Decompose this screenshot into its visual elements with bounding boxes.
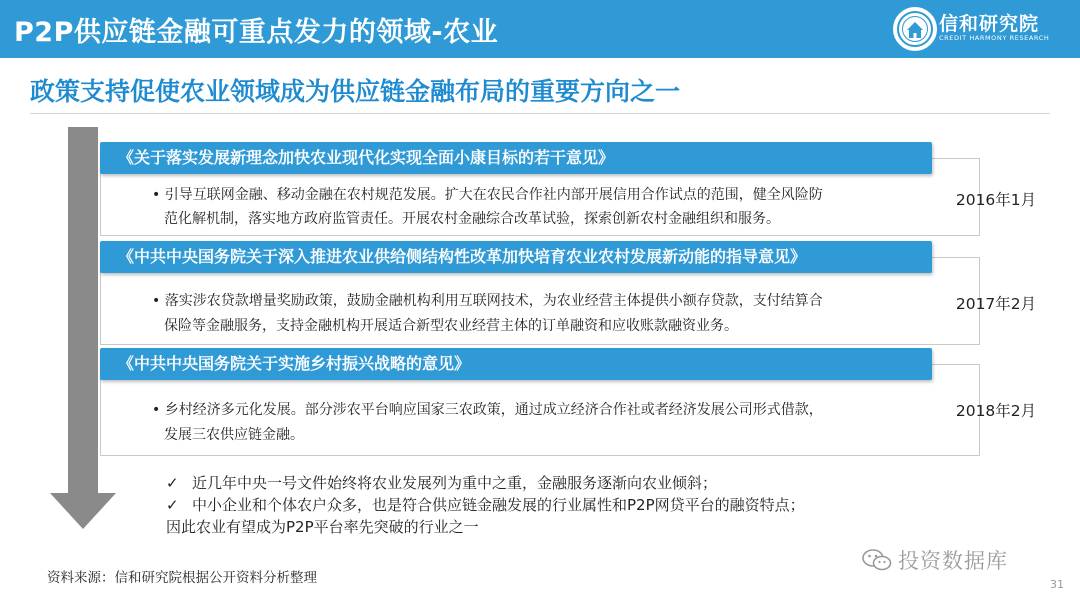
conclusion-text: 因此农业有望成为P2P平台率先突破的行业之一: [166, 518, 479, 536]
policy-date: 2017年2月: [955, 295, 1037, 313]
policy-bullet-line: 保险等金融服务，支持金融机构开展适合新型农业经营主体的订单融资和应收账款融资业务。: [164, 318, 738, 334]
section-heading: 政策支持促使农业领域成为供应链金融布局的重要方向之一: [30, 77, 681, 106]
policy-bullet-line: • 乡村经济多元化发展。部分涉农平台响应国家三农政策，通过成立经济合作社或者经济发展公司形式借款，: [152, 402, 823, 418]
conclusion-list: [166, 472, 805, 538]
policy-bullet-line: • 引导互联网金融、移动金融在农村规范发展。扩大在农民合作社内部开展信用合作试点的范围，健全风险防: [152, 187, 823, 203]
brand-logo: [893, 7, 1073, 51]
wechat-icon: [862, 548, 892, 572]
check-icon: ✓: [166, 496, 179, 514]
watermark-text: 投资数据库: [898, 549, 1008, 573]
source-note: 资料来源：信和研究院根据公开资料分析整理: [47, 570, 317, 586]
policy-title-banner: 《中共中央国务院关于深入推进农业供给侧结构性改革加快培育农业农村发展新动能的指导意见》: [100, 241, 932, 273]
page-title: P2P供应链金融可重点发力的领域-农业: [14, 17, 499, 48]
header-bar: [0, 0, 1080, 58]
page-number: 31: [1050, 578, 1064, 591]
logo-name: 信和研究院: [939, 13, 1040, 35]
policy-bullet-line: 发展三农供应链金融。: [164, 427, 304, 443]
policy-title-banner: 《关于落实发展新理念加快农业现代化实现全面小康目标的若干意见》: [100, 142, 932, 174]
seal-icon: [893, 7, 937, 51]
check-icon: ✓: [166, 474, 179, 492]
policy-title-banner: 《中共中央国务院关于实施乡村振兴战略的意见》: [100, 348, 932, 380]
conclusion-item: [166, 494, 805, 516]
watermark: [862, 545, 1008, 575]
logo-subtitle: CREDIT HARMONY RESEARCH: [939, 34, 1050, 42]
conclusion-item: [166, 472, 805, 494]
policy-section-2017: [100, 241, 1037, 351]
conclusion-text: 近几年中央一号文件始终将农业发展列为重中之重，金融服务逐渐向农业倾斜；: [192, 474, 718, 492]
policy-date: 2016年1月: [955, 191, 1037, 209]
policy-bullet-line: • 落实涉农贷款增量奖励政策，鼓励金融机构利用互联网技术，为农业经营主体提供小额存贷款，支付结算合: [152, 293, 823, 309]
policy-bullet-line: 范化解机制，落实地方政府监管责任。开展农村金融综合改革试验，探索创新农村金融组织和服务。: [164, 211, 780, 227]
policy-section-2016: [100, 142, 1037, 242]
policy-section-2018: [100, 348, 1037, 458]
conclusion-text: 中小企业和个体农户众多，也是符合供应链金融发展的行业属性和P2P网贷平台的融资特点；: [192, 496, 805, 514]
policy-date: 2018年2月: [955, 402, 1037, 420]
divider: [30, 113, 1050, 114]
conclusion-item: [166, 516, 805, 538]
